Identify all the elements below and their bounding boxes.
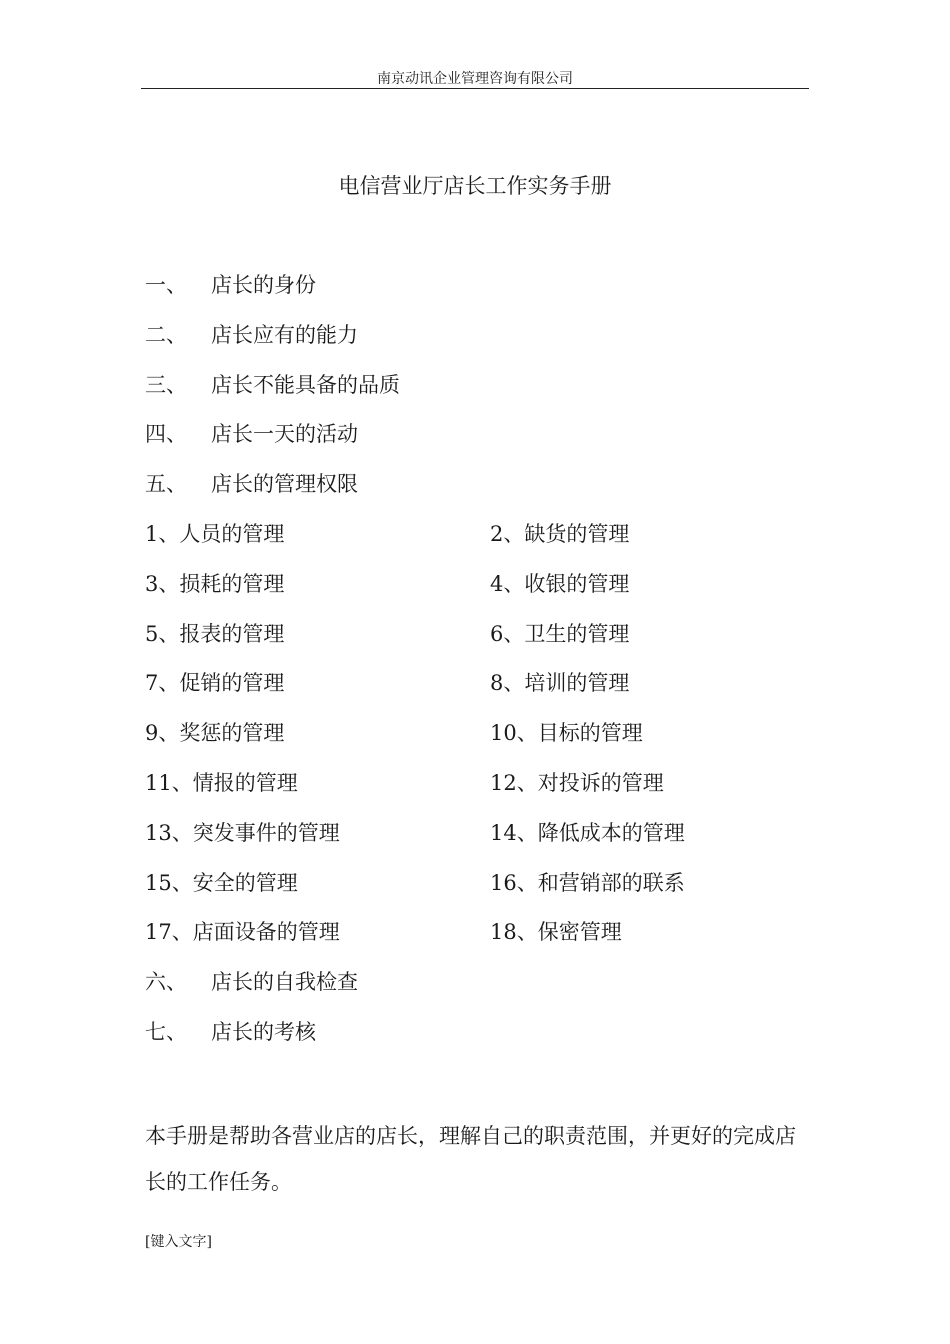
toc-section [145,271,809,321]
section-title: 店长一天的活动 [211,422,358,447]
subsection-item: 16、和营销部的联系 [490,870,685,895]
footer-placeholder[interactable]: [键入文字] [145,1234,212,1250]
subsection-item: 13、突发事件的管理 [145,820,340,845]
section-number: 三、 [145,372,187,397]
toc-section [145,470,809,520]
toc-subsection-row [145,869,809,919]
toc-section [145,321,809,371]
subsection-item: 9、奖惩的管理 [145,721,285,746]
subsection-item: 6、卫生的管理 [490,621,630,646]
subsection-item: 8、培训的管理 [490,671,630,696]
toc-subsection-row [145,918,809,968]
toc-subsection-row [145,620,809,670]
subsection-item: 14、降低成本的管理 [490,820,685,845]
toc-subsection-row [145,520,809,570]
toc-subsection-row [145,819,809,869]
subsection-item: 3、损耗的管理 [145,571,285,596]
page-header-company: 南京动讯企业管理咨询有限公司 [377,71,573,87]
table-of-contents [145,271,809,1068]
manual-purpose-note: 本手册是帮助各营业店的店长，理解自己的职责范围，并更好的完成店长的工作任务。 [145,1124,796,1194]
toc-subsection-row [145,719,809,769]
section-number: 一、 [145,273,187,297]
document-title: 电信营业厅店长工作实务手册 [338,174,612,198]
subsection-item: 12、对投诉的管理 [490,770,664,795]
toc-section [145,1018,809,1068]
subsection-item: 4、收银的管理 [490,571,630,596]
toc-section [145,371,809,421]
section-title: 店长应有的能力 [211,322,358,347]
toc-subsection-row [145,769,809,819]
subsection-item: 17、店面设备的管理 [145,920,340,945]
subsection-item: 15、安全的管理 [145,870,298,895]
subsection-item: 10、目标的管理 [490,721,643,746]
section-number: 二、 [145,322,187,347]
subsection-item: 7、促销的管理 [145,671,285,696]
subsection-item: 11、情报的管理 [145,770,298,795]
subsection-item: 1、人员的管理 [145,521,285,546]
section-number: 四、 [145,422,187,447]
toc-section [145,420,809,470]
section-number: 七、 [145,1019,187,1044]
toc-subsection-row [145,669,809,719]
section-title: 店长的考核 [211,1019,316,1044]
subsection-item: 18、保密管理 [490,920,622,945]
subsection-item: 5、报表的管理 [145,621,285,646]
section-title: 店长的身份 [211,273,316,297]
subsection-item: 2、缺货的管理 [490,521,630,546]
section-number: 六、 [145,970,187,995]
toc-subsection-row [145,570,809,620]
toc-section [145,968,809,1018]
section-number: 五、 [145,472,187,497]
section-title: 店长不能具备的品质 [211,372,400,397]
section-title: 店长的管理权限 [211,472,358,497]
header-rule [141,88,809,89]
section-title: 店长的自我检查 [211,970,358,995]
